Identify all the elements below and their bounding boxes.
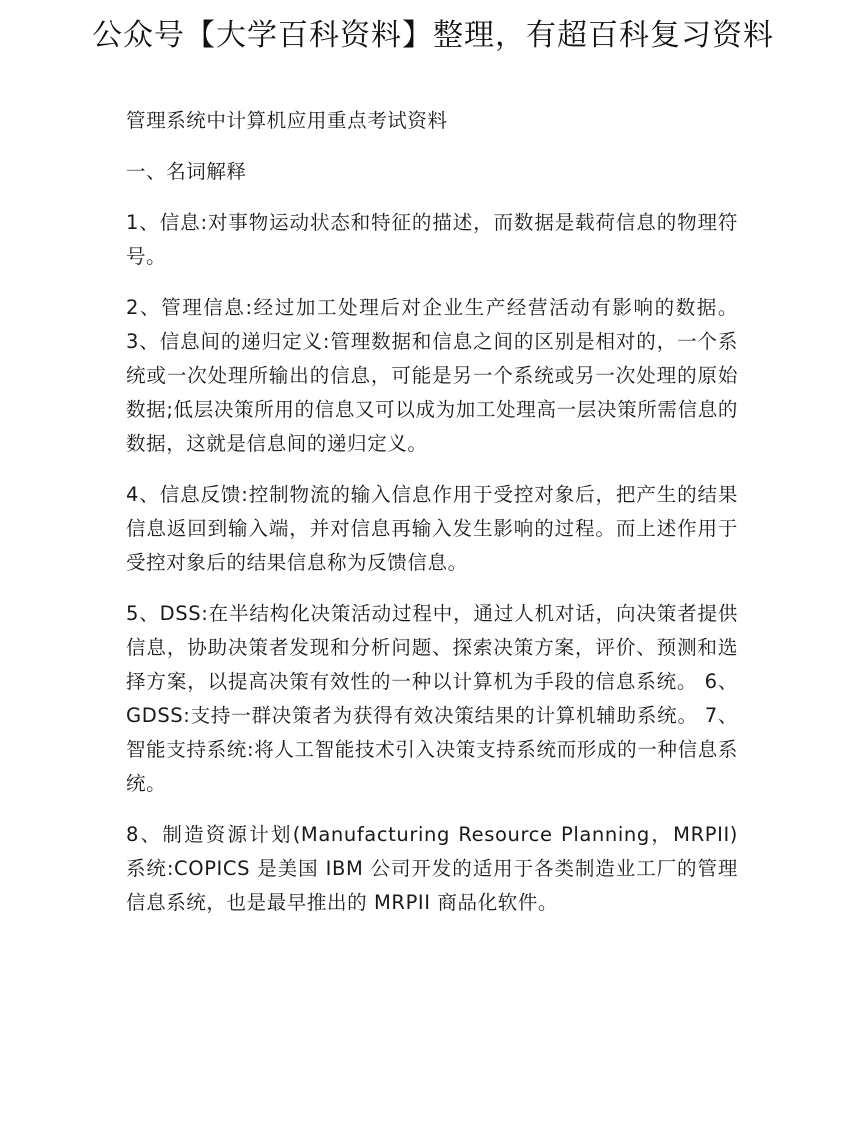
paragraph-2: 2、管理信息:经过加工处理后对企业生产经营活动有影响的数据。 3、信息间的递归定义:管理数据和信息之间的区别是相对的，一个系统或一次处理所输出的信息，可能是另一个系统或另一次处理的原始数据;低层决策所用的信息又可以成为加工处理高一层决策所需信息的数据，这就是信息间的递归定义。: [126, 296, 738, 455]
paragraph-4: 5、DSS:在半结构化决策活动过程中，通过人机对话，向决策者提供信息，协助决策者发现和分析问题、探索决策方案，评价、预测和选择方案，以提高决策有效性的一种以计算机为手段的信息系统。 6、GDSS:支持一群决策者为获得有效决策结果的计算机辅助系统。 7、智能支持系统:将人工智能技术引入决策支持系统而形成的一种信息系统。: [126, 602, 738, 795]
document-body: [126, 104, 738, 937]
document-title: 管理系统中计算机应用重点考试资料: [126, 109, 448, 132]
section-heading: 一、名词解释: [126, 160, 247, 183]
paragraph-5: 8、制造资源计划(Manufacturing Resource Planning，MRPII)系统:COPICS 是美国 IBM 公司开发的适用于各类制造业工厂的管理信息系统，也是最早推出的 MRPII 商品化软件。: [126, 823, 738, 914]
paragraph-3: 4、信息反馈:控制物流的输入信息作用于受控对象后，把产生的结果信息返回到输入端，并对信息再输入发生影响的过程。而上述作用于受控对象后的结果信息称为反馈信息。: [126, 483, 738, 574]
header-banner: 公众号【大学百科资料】整理，有超百科复习资料: [92, 18, 774, 53]
paragraph-1: 1、信息:对事物运动状态和特征的描述，而数据是载荷信息的物理符号。: [126, 211, 738, 268]
